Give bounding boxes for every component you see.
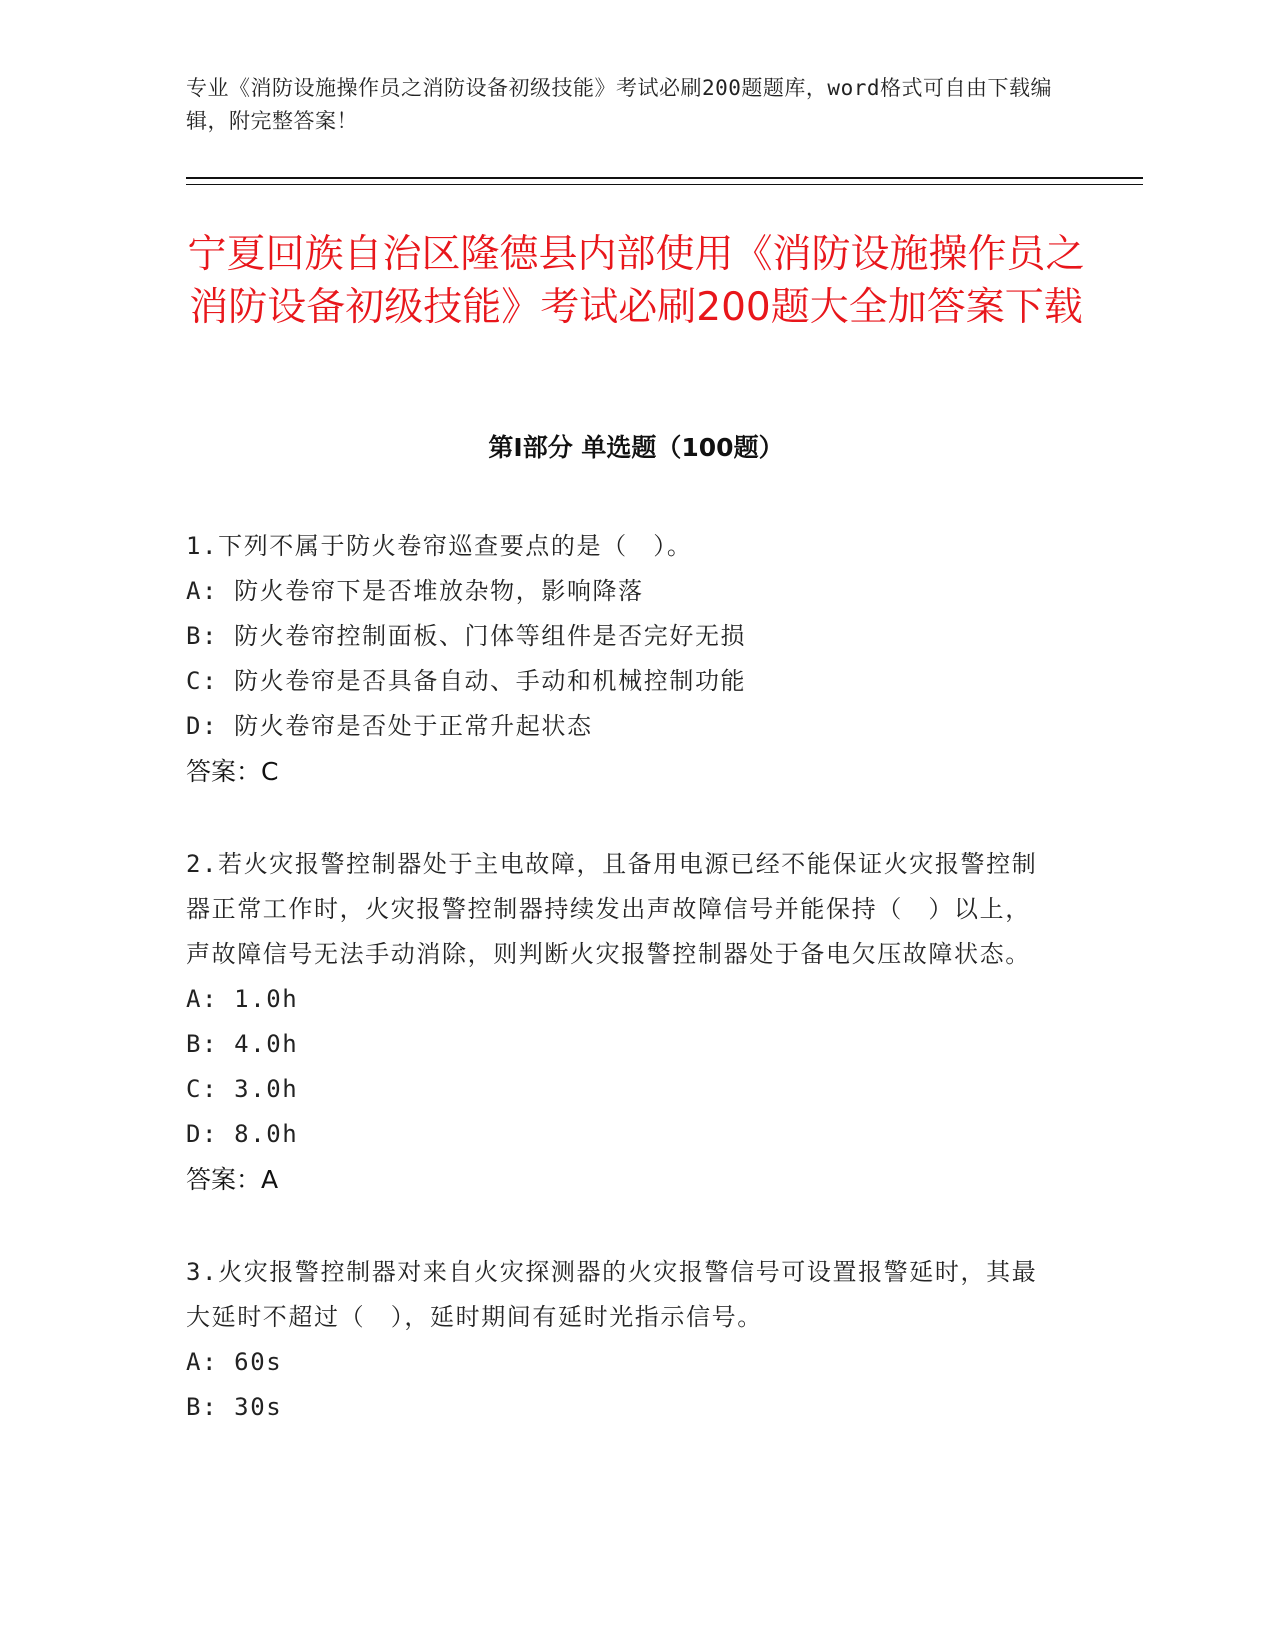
option-d: D: 8.0h (186, 1120, 299, 1148)
header-divider-thick (186, 177, 1143, 179)
question-3 (186, 1250, 1056, 1430)
option-b: B: 4.0h (186, 1030, 299, 1058)
option-d: D: 防火卷帘是否处于正常升起状态 (186, 712, 593, 740)
answer: 答案：C (186, 757, 279, 786)
option-b: B: 30s (186, 1393, 283, 1421)
option-b: B: 防火卷帘控制面板、门体等组件是否完好无损 (186, 622, 747, 650)
header-divider-thin (186, 184, 1143, 185)
header-note: 专业《消防设施操作员之消防设备初级技能》考试必刷200题题库，word格式可自由下载编辑，附完整答案！ (186, 76, 1052, 133)
option-a: A: 60s (186, 1348, 283, 1376)
question-list (186, 524, 1056, 1478)
question-1 (186, 524, 1056, 794)
question-stem: 3.火灾报警控制器对来自火灾探测器的火灾报警信号可设置报警延时，其最大延时不超过（ ），延时期间有延时光指示信号。 (186, 1258, 1038, 1331)
option-c: C: 3.0h (186, 1075, 299, 1103)
question-stem: 1.下列不属于防火卷帘巡查要点的是（ ）。 (186, 532, 693, 560)
question-2 (186, 842, 1056, 1202)
answer: 答案：A (186, 1165, 279, 1194)
question-stem: 2.若火灾报警控制器处于主电故障，且备用电源已经不能保证火灾报警控制器正常工作时，火灾报警控制器持续发出声故障信号并能保持（ ）以上，声故障信号无法手动消除，则判断火灾报警控制器处于备电欠压故障状态。 (186, 850, 1038, 968)
option-c: C: 防火卷帘是否具备自动、手动和机械控制功能 (186, 667, 747, 695)
option-a: A: 防火卷帘下是否堆放杂物，影响降落 (186, 577, 644, 605)
document-title: 宁夏回族自治区隆德县内部使用《消防设施操作员之消防设备初级技能》考试必刷200题大全加答案下载 (187, 232, 1085, 330)
option-a: A: 1.0h (186, 985, 299, 1013)
section-title: 第Ⅰ部分 单选题（100题） (488, 433, 784, 462)
